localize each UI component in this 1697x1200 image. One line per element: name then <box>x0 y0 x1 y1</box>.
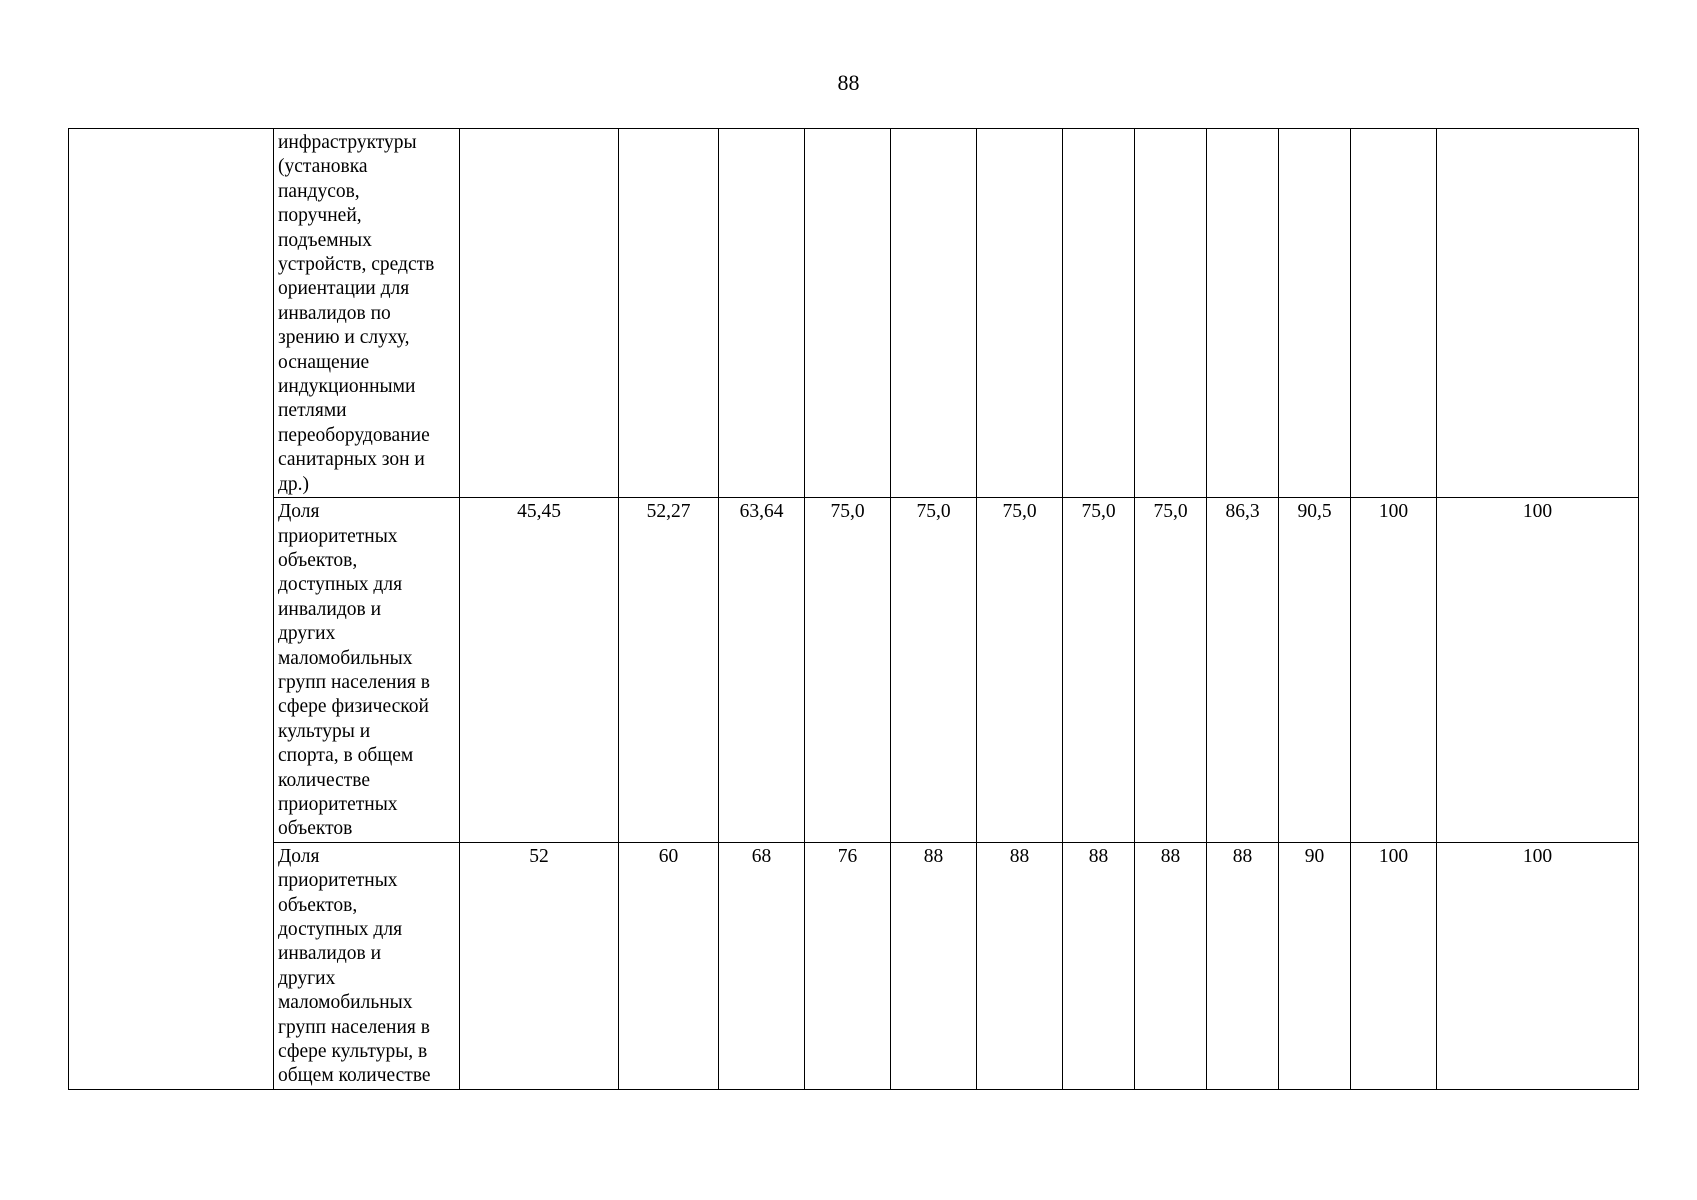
indicator-value-cell: 45,45 <box>460 498 619 843</box>
indicator-value-cell: 100 <box>1351 842 1437 1089</box>
indicator-value-cell: 76 <box>805 842 891 1089</box>
indicator-value-cell: 60 <box>619 842 719 1089</box>
indicator-value-cell: 86,3 <box>1207 498 1279 843</box>
indicator-value-cell: 75,0 <box>805 498 891 843</box>
indicator-description-line: количестве <box>278 769 371 791</box>
table-row <box>69 842 1639 1089</box>
indicator-value-cell: 68 <box>719 842 805 1089</box>
indicator-value-cell: 52 <box>460 842 619 1089</box>
indicator-description-line: других <box>278 623 336 645</box>
indicator-description-line: маломобильных <box>278 647 413 669</box>
indicator-value-cell <box>805 129 891 498</box>
indicator-description-line: культуры и <box>278 720 371 742</box>
indicator-description-line: санитарных зон и <box>278 449 425 471</box>
indicator-value-cell: 90 <box>1279 842 1351 1089</box>
indicator-value-cell <box>719 129 805 498</box>
indicator-value-cell <box>1437 129 1639 498</box>
indicator-description-line: петлями <box>278 400 347 422</box>
indicator-value-cell <box>1279 129 1351 498</box>
indicator-description-line: маломобильных <box>278 992 413 1014</box>
indicator-description-line: инвалидов и <box>278 943 382 965</box>
indicator-description-line: устройств, средств <box>278 254 435 276</box>
indicator-value-cell: 90,5 <box>1279 498 1351 843</box>
indicator-description-line: приоритетных <box>278 793 398 815</box>
indicator-description-line: пандусов, <box>278 180 360 202</box>
table-row <box>69 498 1639 843</box>
indicator-description-line: переоборудование <box>278 424 430 446</box>
indicator-description-line: оснащение <box>278 351 370 373</box>
indicator-description-line: ориентации для <box>278 278 410 300</box>
indicator-description-cell <box>274 129 460 498</box>
indicator-value-cell <box>1063 129 1135 498</box>
indicator-value-cell <box>977 129 1063 498</box>
indicator-description-line: объектов, <box>278 894 358 916</box>
indicator-description-line: групп населения в <box>278 671 430 693</box>
indicator-value-cell: 75,0 <box>1063 498 1135 843</box>
indicator-description-line: других <box>278 967 336 989</box>
indicator-value-cell: 88 <box>1207 842 1279 1089</box>
indicator-description-line: зрению и слуху, <box>278 327 410 349</box>
indicator-description-line: групп населения в <box>278 1016 430 1038</box>
indicator-value-cell <box>1207 129 1279 498</box>
indicator-value-cell: 100 <box>1437 842 1639 1089</box>
indicator-description-line: (установка <box>278 156 368 178</box>
indicator-description-line: Доля <box>278 501 320 523</box>
indicator-description-line: объектов, <box>278 549 358 571</box>
indicator-value-cell: 63,64 <box>719 498 805 843</box>
indicator-description-line: сфере физической <box>278 696 429 718</box>
indicator-value-cell: 75,0 <box>1135 498 1207 843</box>
indicator-description-line: приоритетных <box>278 525 398 547</box>
indicator-description-line: поручней, <box>278 205 362 227</box>
indicator-description-line: Доля <box>278 845 320 867</box>
indicator-value-cell: 100 <box>1437 498 1639 843</box>
indicator-description-line: инвалидов и <box>278 598 382 620</box>
indicator-description-line: инфраструктуры <box>278 132 417 153</box>
indicator-description-line: сфере культуры, в <box>278 1041 428 1063</box>
table-row <box>69 129 1639 498</box>
indicator-description-line: индукционными <box>278 376 416 398</box>
indicator-description-line: др.) <box>278 473 310 495</box>
indicator-value-cell: 88 <box>977 842 1063 1089</box>
indicator-description-line: инвалидов по <box>278 302 391 324</box>
indicator-table <box>68 128 1639 1090</box>
indicator-value-cell: 52,27 <box>619 498 719 843</box>
indicator-value-cell <box>1135 129 1207 498</box>
indicator-value-cell <box>619 129 719 498</box>
indicator-description-line: объектов <box>278 818 353 840</box>
indicator-value-cell: 100 <box>1351 498 1437 843</box>
indicator-value-cell <box>891 129 977 498</box>
indicator-value-cell <box>1351 129 1437 498</box>
indicator-value-cell: 88 <box>1063 842 1135 1089</box>
indicator-description-line: подъемных <box>278 229 372 251</box>
indicator-description-cell <box>274 498 460 843</box>
indicator-value-cell: 88 <box>1135 842 1207 1089</box>
indicator-value-cell: 75,0 <box>977 498 1063 843</box>
indicator-description-line: доступных для <box>278 574 403 596</box>
page-number: 88 <box>837 70 860 95</box>
indicator-value-cell: 75,0 <box>891 498 977 843</box>
indicator-description-line: приоритетных <box>278 870 398 892</box>
indicator-description-cell <box>274 842 460 1089</box>
indicator-description-line: спорта, в общем <box>278 745 414 767</box>
indicator-value-cell <box>460 129 619 498</box>
indicator-description-line: общем количестве <box>278 1065 431 1087</box>
indicator-description-line: доступных для <box>278 919 403 940</box>
indicator-value-cell: 88 <box>891 842 977 1089</box>
program-cell <box>69 129 274 1090</box>
